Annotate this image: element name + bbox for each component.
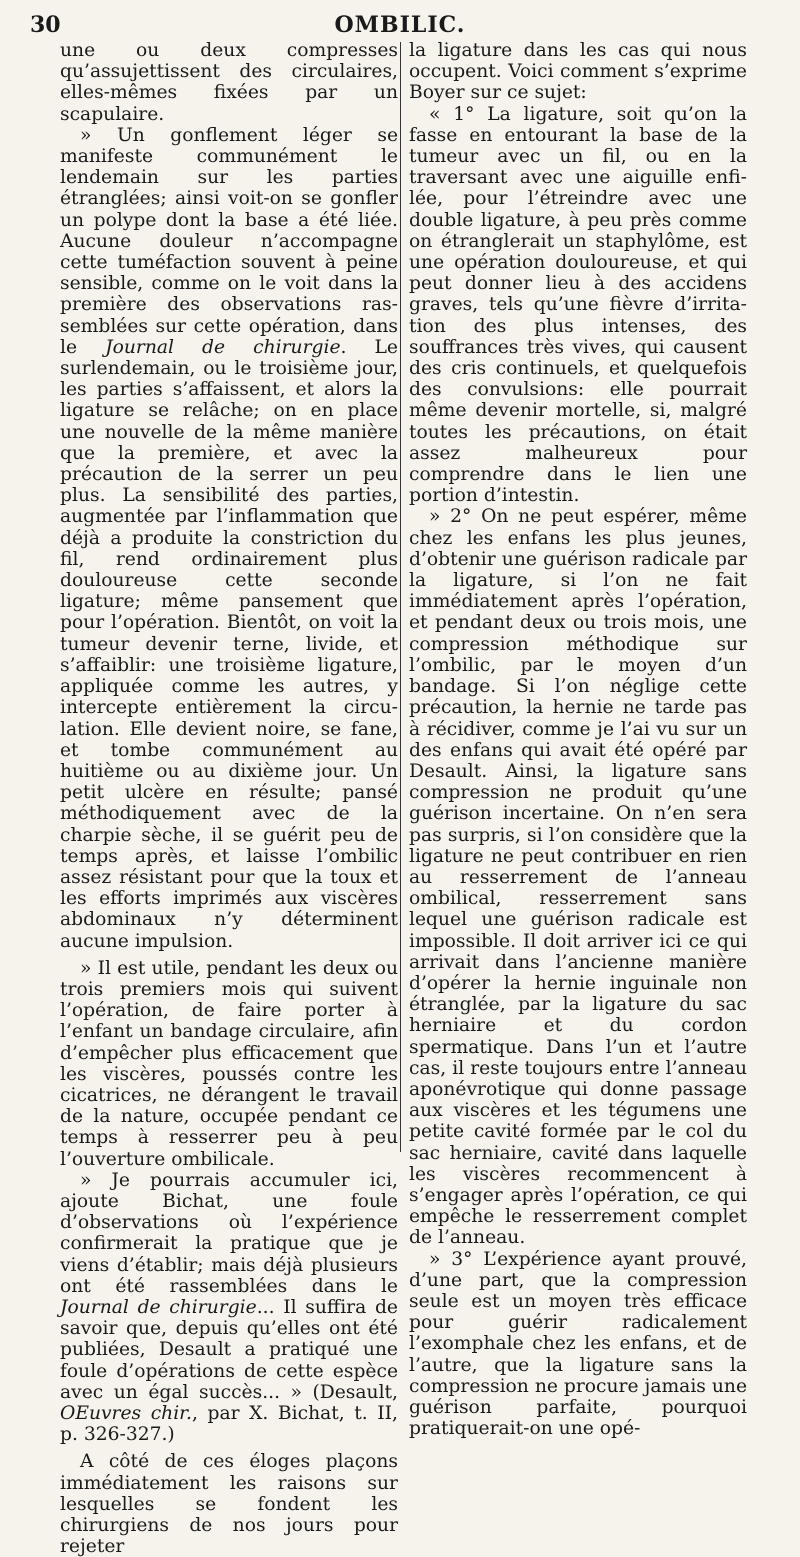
paragraph: A côté de ces éloges plaçons immédiatement les raisons sur lesquelles se fondent les chirurgiens de nos jours pour rejeter bbox=[60, 1451, 398, 1557]
journal-title: Journal de chirurgie bbox=[105, 336, 341, 358]
column-divider bbox=[400, 42, 401, 1152]
text-run: , par X. Bichat, t. II, p. 326-327.) bbox=[60, 1403, 398, 1446]
paragraph: » 3° L’expérience ayant prouvé, d’une part, que la compression seule est un moyen très efficace pour guérir radicalement l’exomphale chez les enfans, et de l’autre, que la ligature sans la compression ne procure jamais une guérison parfaite, pourquoi pratiquerait-on une opé- bbox=[409, 1248, 747, 1440]
text-run: . Le surlendemain, ou le troisième jour, les parties s’affaissent, et alors la ligature se relâche; on en place une nouvelle de la même manière que la première, et avec la précaution de la serrer un peu plus. La sensibilité des parties, augmentée par l’inflammation que déjà a produite la constriction du fil, rend ordinairement plus douloureuse cette seconde ligature; même pansement que pour l’opération. Bientôt, on voit la tumeur devenir terne, livide, et s’affaiblir: une troisième ligature, appliquée comme les autres, y intercepte entièrement la circulation. Elle devient noire, se fane, et tombe communément au huitième ou au dixième jour. Un petit ulcère en résulte; pansé méthodiquement avec de la charpie sèche, il se guérit peu de temps après, et laisse l’ombilic assez résistant pour que la toux et les efforts imprimés aux viscères abdominaux n’y déterminent aucune impulsion. bbox=[60, 336, 398, 952]
paragraph: la ligature dans les cas qui nous occupent. Voici comment s’exprime Boyer sur ce sujet: bbox=[409, 40, 747, 104]
running-title: OMBILIC. bbox=[334, 12, 466, 38]
left-column bbox=[60, 40, 398, 1557]
paragraph bbox=[60, 125, 398, 952]
text-run: » Je pourrais accumuler ici, ajoute Bichat, une foule d’observations où l’expérience confirmerait la pratique que je viens d’établir; mais déjà plusieurs ont été rassemblées dans le bbox=[60, 1169, 398, 1297]
paragraph: » 2° On ne peut espérer, même chez les enfans les plus jeunes, d’obtenir une guérison radicale par la ligature, si l’on ne fait immédiatement après l’opération, et pendant deux ou trois mois, une compression méthodique sur l’ombilic, par le moyen d’un bandage. Si l’on néglige cette précaution, la hernie ne tarde pas à récidiver, comme je l’ai vu sur un des enfans qui avait été opéré par Desault. Ainsi, la ligature sans compression ne produit qu’une guérison incertaine. On n’en sera pas surpris, si l’on considère que la ligature ne peut contribuer en rien au resserrement de l’anneau ombilical, resserrement sans lequel une guérison radicale est impossible. Il doit arriver ici ce qui arrivait dans l’ancienne manière d’opérer la hernie inguinale non étranglée, par la ligature du sac herniaire et du cordon spermatique. Dans l’un et l’autre cas, il reste toujours entre l’anneau aponévrotique qui donne passage aux viscères et les tégumens une petite cavité formée par le col du sac herniaire, cavité dans laquelle les viscères recommencent à s’engager après l’opération, ce qui empêche le resserrement complet de l’anneau. bbox=[409, 506, 747, 1249]
page-number: 30 bbox=[30, 12, 61, 38]
text-run: » Un gonflement léger se manifeste communément le lendemain sur les parties étranglées; ainsi voit-on se gonfler un polype dont la base a été liée. Aucune douleur n’accompagne cette tuméfaction souvent à peine sensible, comme on le voit dans la première des observations rassemblées sur cette opération, dans le bbox=[60, 124, 398, 358]
paragraph bbox=[60, 1170, 398, 1446]
work-title: OEuvres chir. bbox=[60, 1403, 192, 1424]
right-column bbox=[409, 40, 747, 1439]
text-run: ... Il suffira de savoir que, depuis qu’elles ont été publiées, Desault a pratiqué une foule d’opérations de cette espèce avec un égal succès... » (Desault, bbox=[60, 1296, 398, 1403]
paragraph: » Il est utile, pendant les deux ou trois premiers mois qui suivent l’opération, de faire porter à l’enfant un bandage circulaire, afin d’empêcher plus efficacement que les viscères, poussés contre les cicatrices, ne dérangent le travail de la nature, occupée pendant ce temps à resserrer peu à peu l’ouverture ombilicale. bbox=[60, 957, 398, 1170]
journal-title: Journal de chirurgie bbox=[60, 1296, 257, 1318]
paragraph: une ou deux compresses qu’assujettissent des circulaires, elles-mêmes fixées par un scapulaire. bbox=[60, 40, 398, 125]
paragraph: « 1° La ligature, soit qu’on la fasse en entourant la base de la tumeur avec un fil, ou en la traversant avec une aiguille enfilée, pour l’étreindre avec une double ligature, à peu près comme on étranglerait un staphylôme, est une opération douloureuse, et qui peut donner lieu à des accidens graves, tels qu’une fièvre d’irritation des plus intenses, des souffrances très vives, qui causent des cris continuels, et quelquefois des convulsions: elle pourrait même devenir mortelle, si, malgré toutes les précautions, on était assez malheureux pour comprendre dans le lien une portion d’intestin. bbox=[409, 103, 747, 507]
